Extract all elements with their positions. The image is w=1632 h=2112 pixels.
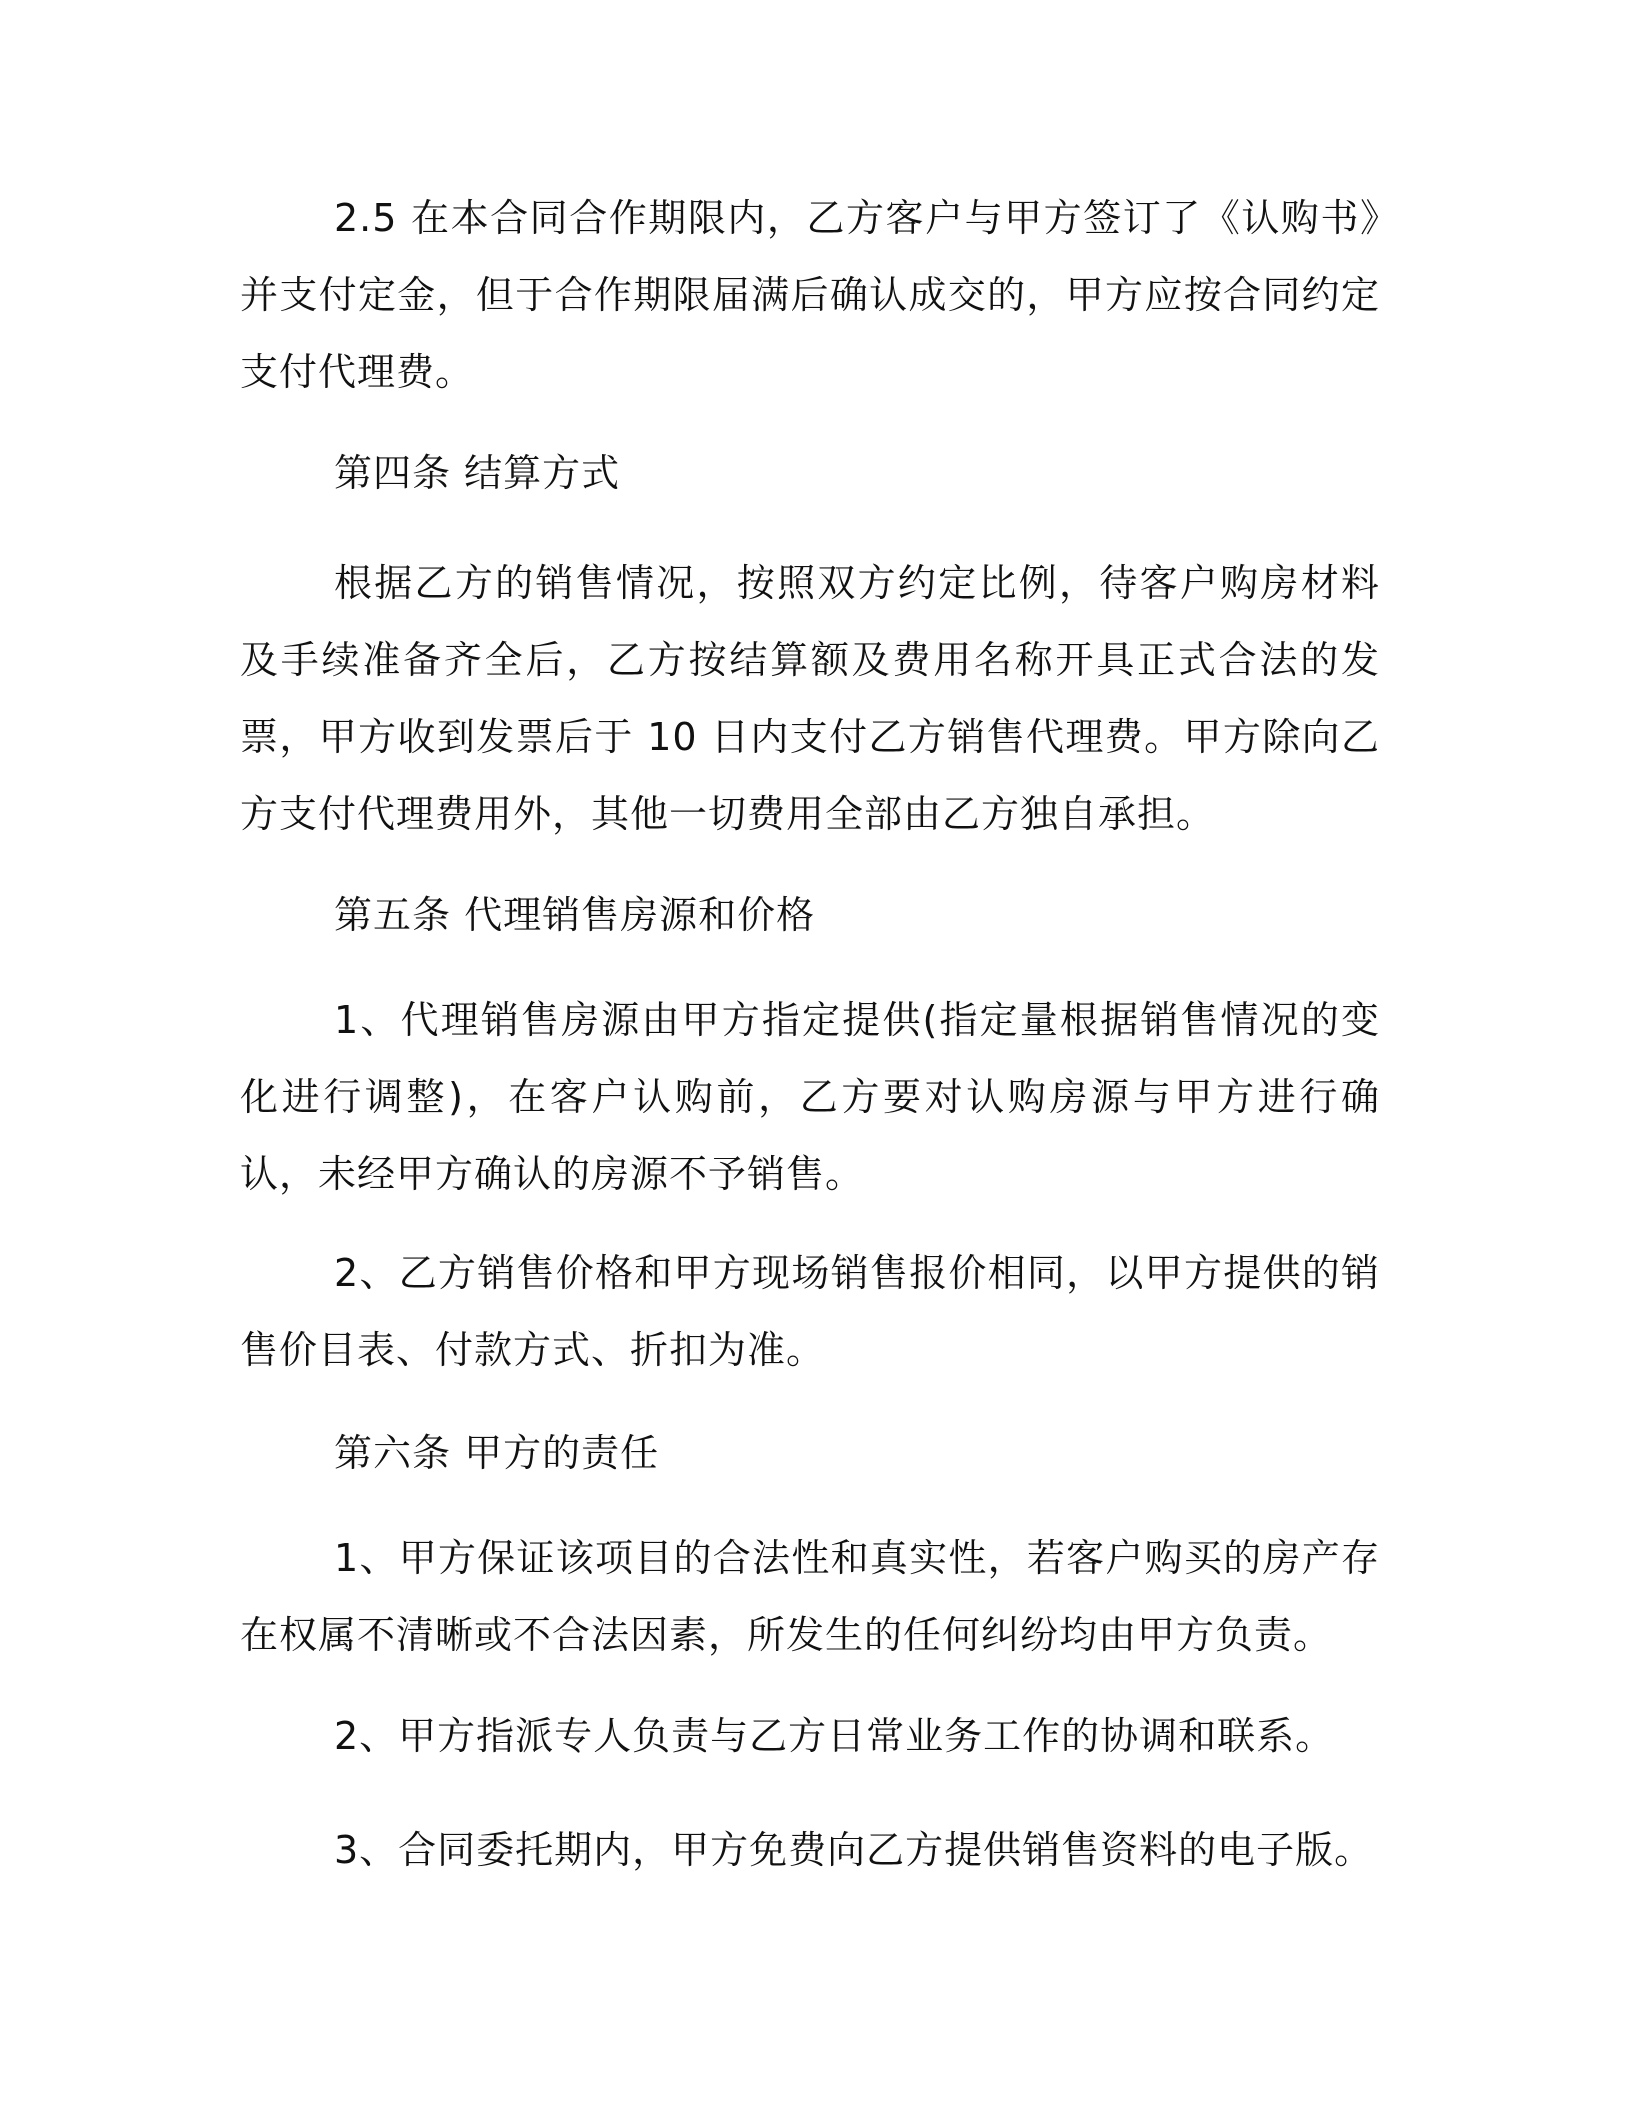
article-6-item-2: 2、甲方指派专人负责与乙方日常业务工作的协调和联系。 bbox=[334, 1714, 1335, 1758]
clause-2-5-paragraph: 2.5 在本合同合作期限内，乙方客户与甲方签订了《认购书》并支付定金，但于合作期限届满后确认成交的，甲方应按合同约定支付代理费。 bbox=[240, 196, 1380, 394]
article-6-item-1: 1、甲方保证该项目的合法性和真实性，若客户购买的房产存在权属不清晰或不合法因素，所发生的任何纠纷均由甲方负责。 bbox=[240, 1536, 1380, 1657]
article-5-item-2: 2、乙方销售价格和甲方现场销售报价相同，以甲方提供的销售价目表、付款方式、折扣为准。 bbox=[240, 1251, 1380, 1372]
article-5-heading: 第五条 代理销售房源和价格 bbox=[334, 893, 816, 937]
article-6-item-3: 3、合同委托期内，甲方免费向乙方提供销售资料的电子版。 bbox=[334, 1828, 1374, 1872]
article-5-item-1: 1、代理销售房源由甲方指定提供(指定量根据销售情况的变化进行调整)，在客户认购前，乙方要对认购房源与甲方进行确认，未经甲方确认的房源不予销售。 bbox=[240, 998, 1380, 1196]
article-6-heading: 第六条 甲方的责任 bbox=[334, 1431, 660, 1475]
article-4-paragraph: 根据乙方的销售情况，按照双方约定比例，待客户购房材料及手续准备齐全后，乙方按结算额及费用名称开具正式合法的发票，甲方收到发票后于 10 日内支付乙方销售代理费。甲方除向乙方支付代理费用外，其他一切费用全部由乙方独自承担。 bbox=[240, 561, 1380, 836]
article-4-heading: 第四条 结算方式 bbox=[334, 451, 621, 495]
